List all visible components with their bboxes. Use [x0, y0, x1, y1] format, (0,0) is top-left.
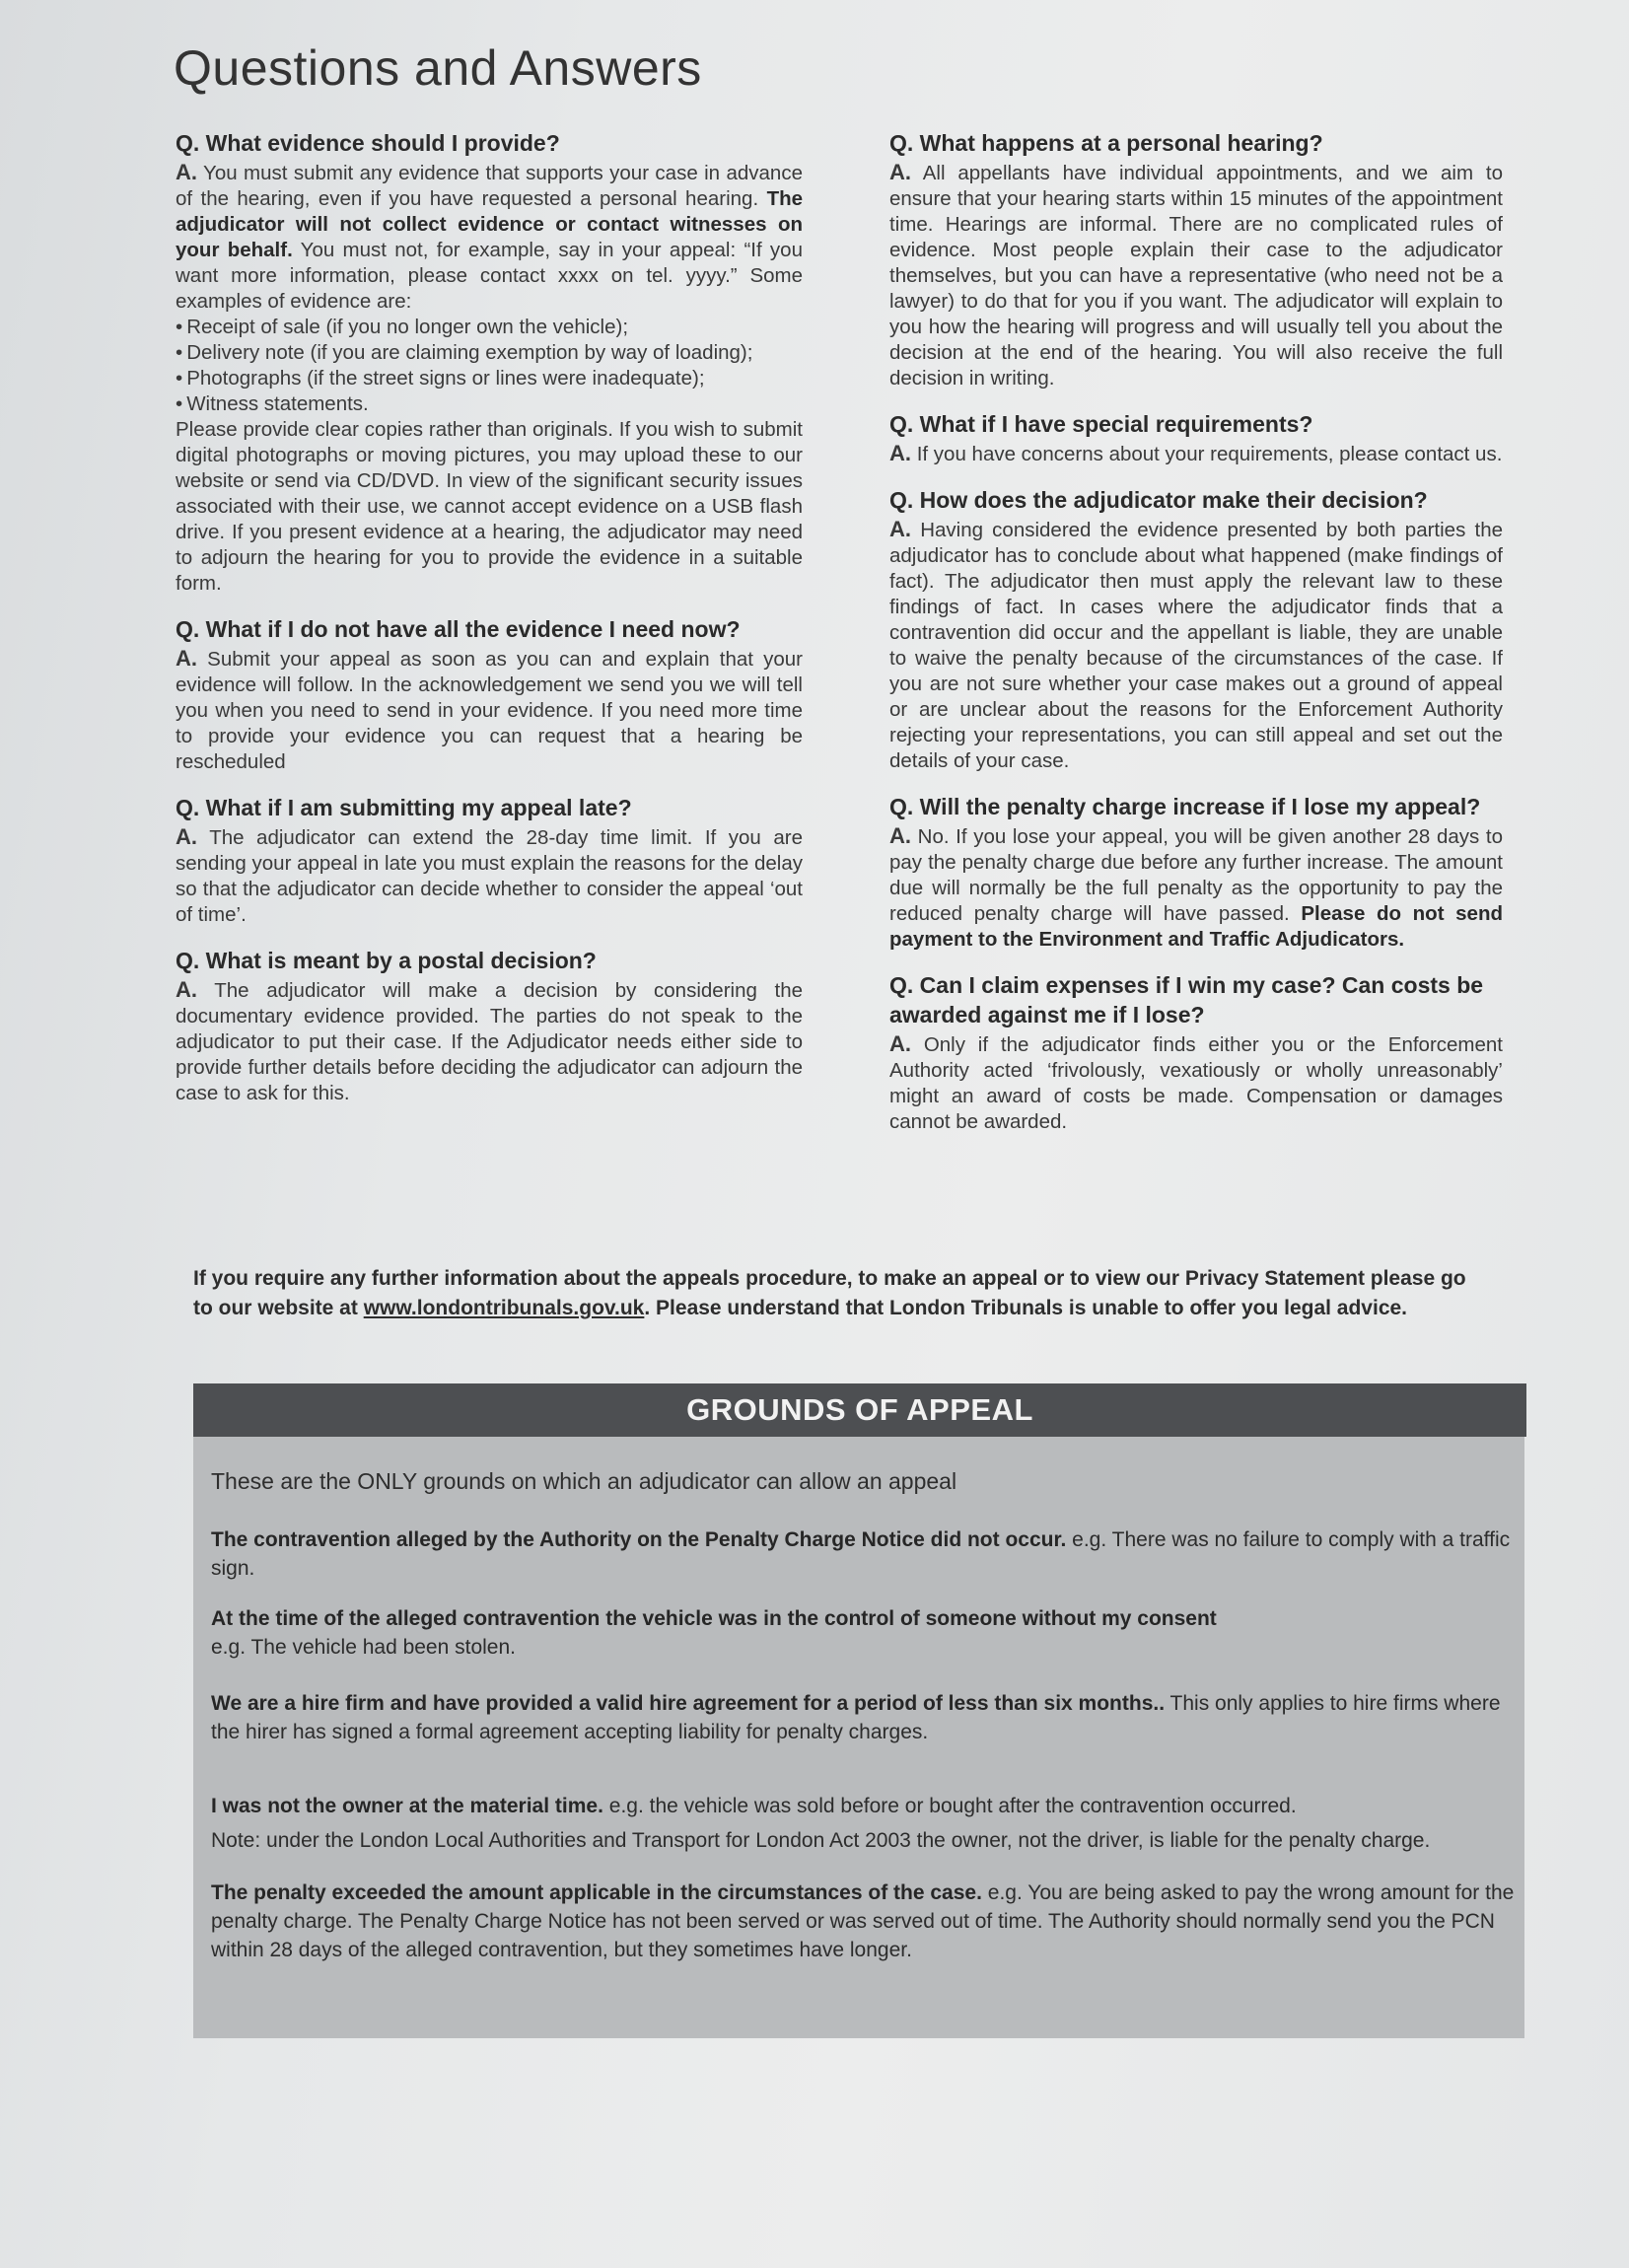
answer-text [176, 160, 803, 315]
page-title: Questions and Answers [174, 40, 702, 96]
qa-special-requirements [889, 409, 1503, 467]
question-heading: Q. What happens at a personal hearing? [889, 130, 1323, 156]
answer-lead: A. [889, 517, 911, 541]
ground-description: e.g. The vehicle had been stolen. [211, 1636, 517, 1659]
ground-title: The penalty exceeded the amount applicable in the circumstances of the case. [211, 1881, 982, 1904]
ground-description: This only applies to hire firms where the hirer has signed a formal agreement accepting liability for penalty charges. [211, 1692, 1501, 1743]
ground-item [211, 1604, 1515, 1662]
ground-item [211, 1792, 1515, 1855]
question-heading: Q. What if I am submitting my appeal late? [176, 795, 632, 820]
answer-text [889, 441, 1503, 467]
question-heading: Q. Will the penalty charge increase if I lose my appeal? [889, 794, 1481, 819]
ground-title: At the time of the alleged contravention the vehicle was in the control of someone without my consent [211, 1607, 1217, 1630]
question-heading: Q. What if I do not have all the evidence I need now? [176, 616, 741, 642]
qa-postal-decision [176, 946, 803, 1106]
question-heading: Q. What evidence should I provide? [176, 130, 560, 156]
answer-body: No. If you lose your appeal, you will be given another 28 days to pay the penalty charge due before any further increase. The amount due will normally be the full penalty as the opportunity to pay the reduced penalty charge will have passed. [889, 825, 1504, 925]
qa-adjudicator-decision [889, 485, 1503, 774]
answer-lead: A. [176, 824, 197, 849]
qa-evidence [176, 128, 803, 597]
ground-title: The contravention alleged by the Authority on the Penalty Charge Notice did not occur. [211, 1528, 1067, 1551]
answer-lead: A. [176, 160, 197, 184]
qa-missing-evidence [176, 614, 803, 775]
qa-expenses-costs [889, 970, 1503, 1135]
grounds-of-appeal-box [193, 1383, 1524, 2038]
ground-note: Note: under the London Local Authorities and Transport for London Act 2003 the owner, not the driver, is liable for the penalty charge. [211, 1829, 1431, 1852]
question-heading: Q. Can I claim expenses if I win my case? Can costs be awarded against me if I lose? [889, 972, 1484, 1028]
evidence-examples-list [176, 315, 803, 417]
ground-description: e.g. There was no failure to comply with a traffic sign. [211, 1528, 1511, 1580]
website-link[interactable]: www.londontribunals.gov.uk [363, 1297, 645, 1319]
answer-body: You must not, for example, say in your appeal: “If you want more information, please contact xxxx on tel. yyyy.” Some examples of evidence are: [176, 239, 803, 313]
right-column [889, 128, 1503, 1153]
answer-text [176, 977, 803, 1106]
question-heading: Q. How does the adjudicator make their decision? [889, 487, 1428, 513]
answer-lead: A. [176, 646, 197, 671]
grounds-intro: These are the ONLY grounds on which an adjudicator can allow an appeal [211, 1468, 957, 1494]
qa-personal-hearing [889, 128, 1503, 391]
answer-lead: A. [889, 160, 911, 184]
answer-body: Having considered the evidence presented by both parties the adjudicator has to conclude about what happened (make findings of fact). The adjudicator then must apply the relevant law to these findings of fact. In cases where the adjudicator finds that a contravention did occur and the appellant is liable, they are unable to waive the penalty because of the circumstances of the case. If you are not sure whether your case makes out a ground of appeal or are unclear about the reasons for the Enforcement Authority rejecting your representations, you can still appeal and set out the details of your case. [889, 519, 1504, 772]
further-info-text: . Please understand that London Tribunals is unable to offer you legal advice. [644, 1297, 1408, 1319]
answer-text [889, 160, 1503, 391]
answer-body: All appellants have individual appointments, and we aim to ensure that your hearing starts within 15 minutes of the appointment time. Hearings are informal. There are no complicated rules of evidence. Most people explain their case to the adjudicator themselves, but you can have a representative (who need not be a lawyer) to do that for you if you want. The adjudicator will explain to you how the hearing will progress and will usually tell you about the decision at the end of the hearing. You will also receive the full decision in writing. [889, 162, 1503, 390]
list-item: • Delivery note (if you are claiming exemption by way of loading); [176, 340, 803, 366]
ground-title: We are a hire firm and have provided a valid hire agreement for a period of less than six months.. [211, 1692, 1166, 1715]
answer-text [889, 1031, 1503, 1135]
further-information [193, 1264, 1481, 1323]
ground-item [211, 1525, 1515, 1583]
question-heading: Q. What if I have special requirements? [889, 411, 1313, 437]
answer-text [176, 824, 803, 928]
qa-penalty-increase [889, 792, 1503, 953]
ground-item [211, 1878, 1515, 1964]
answer-lead: A. [889, 823, 911, 848]
ground-description: e.g. the vehicle was sold before or bought after the contravention occurred. [608, 1795, 1297, 1817]
answer-body: You must submit any evidence that supports your case in advance of the hearing, even if you have requested a personal hearing. [176, 162, 803, 210]
question-heading: Q. What is meant by a postal decision? [176, 948, 597, 973]
left-column [176, 128, 803, 1124]
further-info-text: If you require any further information about the appeals procedure, to make an appeal or to view our Privacy Statement please go to our website at [193, 1267, 1466, 1319]
answer-body: Only if the adjudicator finds either you or the Enforcement Authority acted ‘frivolously, vexatiously or wholly unreasonably’ might an award of costs be made. Compensation or damages cannot be awarded. [889, 1033, 1503, 1133]
answer-text [889, 517, 1503, 774]
ground-description: e.g. You are being asked to pay the wrong amount for the penalty charge. The Penalty Charge Notice has not been served or was served out of time. The Authority should normally send you the PCN within 28 days of the alleged contravention, but they sometimes have longer. [211, 1881, 1515, 1961]
ground-title: I was not the owner at the material time. [211, 1795, 603, 1817]
qa-late-appeal [176, 793, 803, 928]
answer-emphasis: Please do not send payment to the Environment and Traffic Adjudicators. [889, 902, 1503, 951]
answer-lead: A. [889, 1031, 911, 1056]
answer-body: The adjudicator can extend the 28-day time limit. If you are sending your appeal in late you must explain the reasons for the delay so that the adjudicator can decide whether to consider the appeal ‘out of time’. [176, 826, 804, 926]
list-item: • Witness statements. [176, 391, 803, 417]
answer-lead: A. [176, 977, 197, 1002]
grounds-header: GROUNDS OF APPEAL [193, 1383, 1526, 1437]
list-item: • Photographs (if the street signs or lines were inadequate); [176, 366, 803, 391]
answer-text [176, 646, 803, 775]
grounds-list [211, 1525, 1515, 1964]
answer-text [889, 823, 1503, 953]
answer-paragraph: Please provide clear copies rather than originals. If you wish to submit digital photographs or moving pictures, you may upload these to our website or send via CD/DVD. In view of the significant security issues associated with their use, we cannot accept evidence on a USB flash drive. If you present evidence at a hearing, the adjudicator may need to adjourn the hearing for you to provide the evidence in a suitable form. [176, 418, 803, 595]
answer-body: The adjudicator will make a decision by considering the documentary evidence provided. The parties do not speak to the adjudicator to put their case. If the Adjudicator needs either side to provide further details before deciding the adjudicator can adjourn the case to ask for this. [176, 979, 803, 1104]
answer-body: Submit your appeal as soon as you can and explain that your evidence will follow. In the acknowledgement we send you we will tell you when you need to send in your evidence. If you need more time to provide your evidence you can request that a hearing be rescheduled [176, 648, 803, 773]
answer-lead: A. [889, 441, 911, 465]
answer-body: If you have concerns about your requirements, please contact us. [916, 443, 1503, 465]
list-item: • Receipt of sale (if you no longer own the vehicle); [176, 315, 803, 340]
answer-emphasis: The adjudicator will not collect evidence or contact witnesses on your behalf. [176, 187, 804, 261]
ground-item [211, 1689, 1515, 1746]
